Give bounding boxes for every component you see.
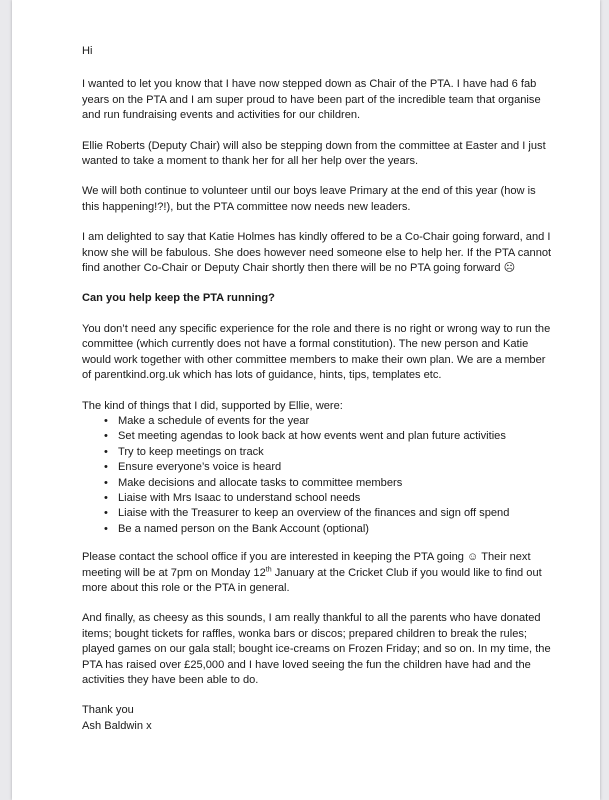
list-item-text: Be a named person on the Bank Account (optional): [118, 522, 370, 535]
list-item-text: Try to keep meetings on track: [118, 445, 264, 458]
closing: Thank you: [82, 704, 134, 717]
letter-body: [82, 44, 554, 734]
list-item: [104, 414, 554, 429]
paragraph-stepping-down: I wanted to let you know that I have now stepped down as Chair of the PTA. I have had 6 fab years on the PTA and I am super proud to have been part of the incredible team that organise and run fundraising events and activities for our children.: [82, 78, 541, 122]
list-item: [104, 491, 554, 506]
list-item-text: Liaise with Mrs Isaac to understand school needs: [118, 491, 361, 504]
bullet-icon: •: [104, 430, 108, 443]
list-item-text: Make a schedule of events for the year: [118, 414, 310, 427]
paragraph-thanks: And finally, as cheesy as this sounds, I am really thankful to all the parents who have donated items; bought tickets for raffles, wonka bars or discos; prepared children to break the rules; played games on our gala stall; bought ice-creams on Frozen Friday; and so on. In my time, the PTA has raised over £25,000 and I have loved seeing the fun the children have had and the activities they have been able to do.: [82, 612, 551, 686]
bullet-icon: •: [104, 476, 108, 489]
contact-text-end: January at the Cricket Club if you would like to find out more about this role or the PTA in general.: [82, 566, 542, 594]
paragraph-contact: [82, 550, 554, 596]
list-item-text: Make decisions and allocate tasks to committee members: [118, 476, 403, 489]
ordinal-suffix: th: [265, 565, 272, 573]
bullet-icon: •: [104, 491, 108, 504]
paragraph-experience: You don’t need any specific experience for the role and there is no right or wrong way to run the committee (which currently does not have a formal constitution). The new person and Katie would work together with other committee members to make their own plan. We are a member of parentkind.org.uk which has lots of guidance, hints, tips, templates etc.: [82, 322, 551, 382]
contact-text-start: Please contact the school office if you are interested in keeping the PTA going ☺ Their next meeting will be at 7pm on Monday 12: [82, 551, 531, 579]
signature: Ash Baldwin x: [82, 719, 152, 732]
list-item: [104, 476, 554, 491]
bullet-icon: •: [104, 461, 108, 474]
list-item-text: Ensure everyone’s voice is heard: [118, 461, 282, 474]
bullet-icon: •: [104, 522, 108, 535]
list-item-text: Set meeting agendas to look back at how events went and plan future activities: [118, 430, 506, 443]
bullet-icon: •: [104, 414, 108, 427]
list-item: [104, 506, 554, 521]
paragraph-volunteer: We will both continue to volunteer until our boys leave Primary at the end of this year (how is this happening!?!), but the PTA committee now needs new leaders.: [82, 185, 536, 213]
list-item: [104, 460, 554, 475]
bullet-icon: •: [104, 445, 108, 458]
paragraph-deputy-chair: Ellie Roberts (Deputy Chair) will also be stepping down from the committee at Easter and I just wanted to take a moment to thank her for all her help over the years.: [82, 139, 546, 168]
list-item: [104, 445, 554, 460]
document-page: [12, 0, 600, 800]
paragraph-co-chair: I am delighted to say that Katie Holmes has kindly offered to be a Co-Chair going forward, and I know she will be fabulous. She does however need someone else to help her. If the PTA cannot find another Co-Chair or Deputy Chair shortly then there will be no PTA going forward ☹: [82, 231, 552, 275]
list-item: [104, 522, 554, 537]
list-intro: The kind of things that I did, supported by Ellie, were:: [82, 399, 343, 412]
bullet-icon: •: [104, 507, 108, 520]
section-heading: Can you help keep the PTA running?: [82, 292, 275, 305]
greeting: Hi: [82, 45, 93, 57]
duties-list: [82, 414, 554, 537]
list-item: [104, 429, 554, 444]
list-item-text: Liaise with the Treasurer to keep an overview of the finances and sign off spend: [118, 507, 510, 520]
